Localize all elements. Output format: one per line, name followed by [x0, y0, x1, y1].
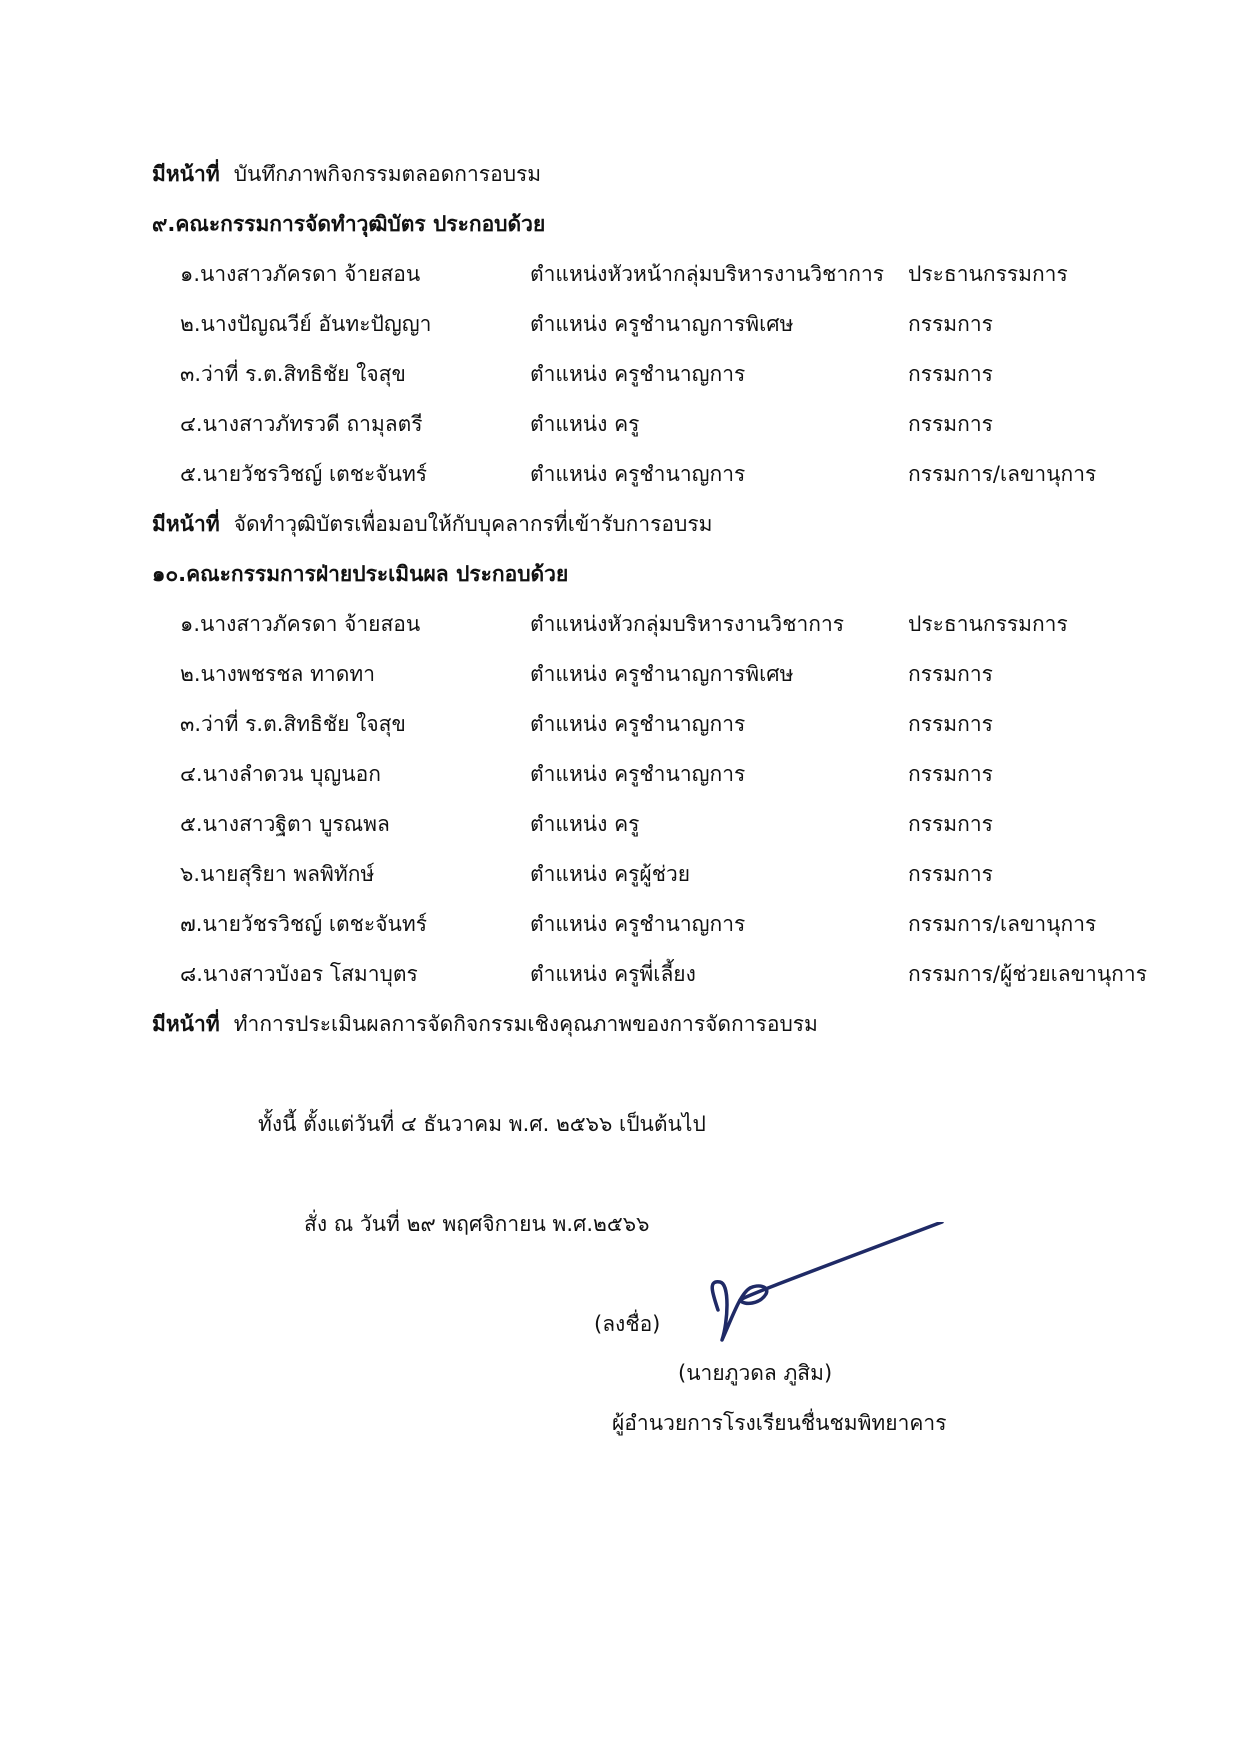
- section-10-duty: [152, 1008, 818, 1041]
- table-row: [0, 608, 1249, 638]
- duty-label: มีหน้าที่: [152, 512, 220, 536]
- table-row: [0, 758, 1249, 788]
- member-position: ตำแหน่งหัวกลุ่มบริหารงานวิชาการ: [530, 612, 845, 636]
- duty-label: มีหน้าที่: [152, 162, 220, 186]
- member-position: ตำแหน่ง ครูชำนาญการ: [530, 912, 746, 936]
- member-position: ตำแหน่ง ครูชำนาญการ: [530, 712, 746, 736]
- member-position: ตำแหน่ง ครูชำนาญการพิเศษ: [530, 312, 794, 336]
- table-row: [0, 958, 1249, 988]
- table-row: [0, 458, 1249, 488]
- member-role: กรรมการ: [908, 662, 993, 686]
- member-name: ๗.นายวัชรวิชญ์ เตชะจันทร์: [180, 912, 427, 936]
- member-name: ๓.ว่าที่ ร.ต.สิทธิชัย ใจสุข: [180, 362, 406, 386]
- signature-stroke: [712, 1222, 942, 1340]
- member-name: ๔.นางสาวภัทรวดี ถามุลตรี: [180, 412, 423, 436]
- member-name: ๘.นางสาวบังอร โสมาบุตร: [180, 962, 418, 986]
- section-9-duty: [152, 508, 713, 541]
- member-name: ๑.นางสาวภัครดา จ้ายสอน: [180, 612, 421, 636]
- member-position: ตำแหน่ง ครู: [530, 812, 640, 836]
- member-name: ๒.นางปัญณวีย์ อันทะปัญญา: [180, 312, 432, 336]
- table-row: [0, 908, 1249, 938]
- member-role: กรรมการ: [908, 812, 993, 836]
- member-role: กรรมการ: [908, 712, 993, 736]
- member-role: กรรมการ/ผู้ช่วยเลขานุการ: [908, 962, 1147, 986]
- duty-text: บันทึกภาพกิจกรรมตลอดการอบรม: [233, 162, 542, 186]
- member-role: กรรมการ/เลขานุการ: [908, 462, 1097, 486]
- signature: [700, 1222, 950, 1362]
- table-row: [0, 308, 1249, 338]
- member-role: กรรมการ: [908, 362, 993, 386]
- order-date: สั่ง ณ วันที่ ๒๙ พฤศจิกายน พ.ศ.๒๕๖๖: [304, 1212, 650, 1236]
- member-name: ๔.นางลำดวน บุญนอก: [180, 762, 381, 786]
- member-position: ตำแหน่งหัวหน้ากลุ่มบริหารงานวิชาการ: [530, 262, 885, 286]
- member-position: ตำแหน่ง ครูผู้ช่วย: [530, 862, 691, 886]
- member-role: กรรมการ: [908, 412, 993, 436]
- section-9-heading: ๙.คณะกรรมการจัดทำวุฒิบัตร ประกอบด้วย: [152, 212, 546, 236]
- signer-title: ผู้อำนวยการโรงเรียนชื่นชมพิทยาคาร: [612, 1411, 947, 1435]
- member-role: กรรมการ: [908, 762, 993, 786]
- duty-label: มีหน้าที่: [152, 1012, 220, 1036]
- table-row: [0, 408, 1249, 438]
- table-row: [0, 708, 1249, 738]
- member-role: กรรมการ/เลขานุการ: [908, 912, 1097, 936]
- section-10-heading: ๑๐.คณะกรรมการฝ่ายประเมินผล ประกอบด้วย: [152, 562, 569, 586]
- member-position: ตำแหน่ง ครู: [530, 412, 640, 436]
- member-name: ๕.นางสาวฐิตา บูรณพล: [180, 812, 390, 836]
- member-role: ประธานกรรมการ: [908, 262, 1068, 286]
- member-position: ตำแหน่ง ครูชำนาญการพิเศษ: [530, 662, 794, 686]
- table-row: [0, 658, 1249, 688]
- duty-text: ทำการประเมินผลการจัดกิจกรรมเชิงคุณภาพของการจัดการอบรม: [233, 1012, 818, 1036]
- member-name: ๕.นายวัชรวิชญ์ เตชะจันทร์: [180, 462, 428, 486]
- member-role: กรรมการ: [908, 312, 993, 336]
- table-row: [0, 858, 1249, 888]
- sign-label: (ลงชื่อ): [594, 1312, 661, 1336]
- section-8-duty: [152, 158, 541, 191]
- member-position: ตำแหน่ง ครูชำนาญการ: [530, 462, 746, 486]
- table-row: [0, 808, 1249, 838]
- member-position: ตำแหน่ง ครูชำนาญการ: [530, 362, 746, 386]
- member-name: ๒.นางพชรชล ทาดทา: [180, 662, 375, 686]
- member-name: ๖.นายสุริยา พลพิทักษ์: [180, 862, 375, 886]
- member-role: กรรมการ: [908, 862, 993, 886]
- member-name: ๓.ว่าที่ ร.ต.สิทธิชัย ใจสุข: [180, 712, 406, 736]
- member-role: ประธานกรรมการ: [908, 612, 1068, 636]
- duty-text: จัดทำวุฒิบัตรเพื่อมอบให้กับบุคลากรที่เข้ารับการอบรม: [233, 512, 713, 536]
- effective-date: ทั้งนี้ ตั้งแต่วันที่ ๔ ธันวาคม พ.ศ. ๒๕๖๖ เป็นต้นไป: [258, 1112, 706, 1136]
- member-position: ตำแหน่ง ครูพี่เลี้ยง: [530, 962, 696, 986]
- table-row: [0, 258, 1249, 288]
- table-row: [0, 358, 1249, 388]
- member-position: ตำแหน่ง ครูชำนาญการ: [530, 762, 746, 786]
- member-name: ๑.นางสาวภัครดา จ้ายสอน: [180, 262, 421, 286]
- signer-name: (นายภูวดล ภูสิม): [678, 1361, 833, 1385]
